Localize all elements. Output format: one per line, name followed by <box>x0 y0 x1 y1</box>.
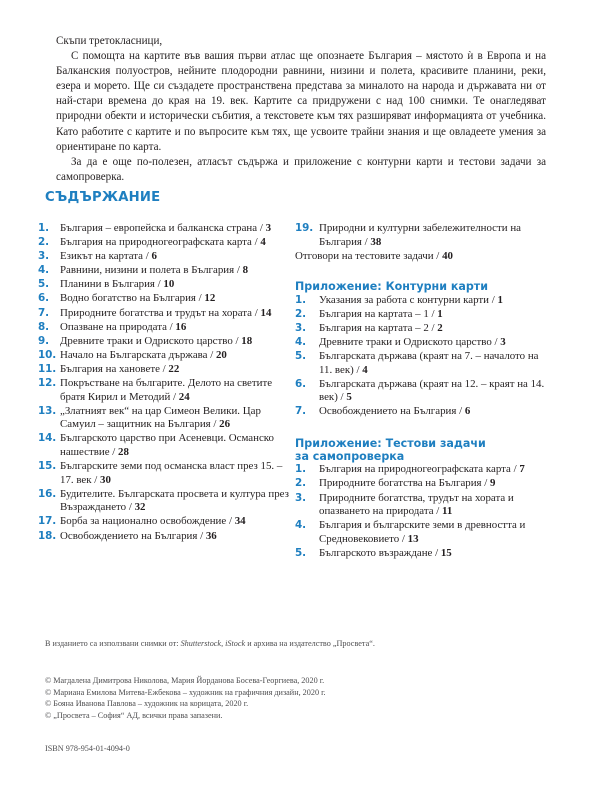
toc-entry-title: Будителите. Българската просвета и култура през Възраждането / <box>60 487 289 514</box>
toc-entry-title: Природните богатства, трудът на хората и опазването на природата / <box>319 491 514 518</box>
toc-entry-title: Българските земи под османска власт през 15. – 17. век / <box>60 460 283 486</box>
toc-entry[interactable] <box>38 236 296 250</box>
appendix-maps-heading: Приложение: Контурни карти <box>295 280 488 294</box>
toc-entry[interactable] <box>295 519 553 546</box>
toc-entry-page: 5 <box>346 391 352 404</box>
toc-entry-page: 30 <box>100 473 111 486</box>
appendix-tests-heading-line2: за самопроверка <box>295 449 405 463</box>
toc-entry-number: 3. <box>295 321 306 334</box>
spacer <box>295 420 553 437</box>
toc-entry-number: 14. <box>38 432 57 445</box>
answers-line <box>295 250 553 264</box>
toc-entry-number: 19. <box>295 222 314 234</box>
photo-credit-separator: , <box>221 639 226 648</box>
toc-entry-number: 2. <box>295 477 306 490</box>
isbn-line: ISBN 978-954-01-4094-0 <box>45 744 130 754</box>
toc-entry-page: 1 <box>497 293 503 306</box>
toc-entry-title: Древните траки и Одриското царство / <box>319 335 501 348</box>
toc-entry-number: 11. <box>38 362 57 375</box>
toc-entry-title: Освобождението на България / <box>60 529 206 542</box>
toc-entry[interactable] <box>38 335 296 349</box>
toc-entry[interactable] <box>38 222 296 236</box>
toc-list-appendix-maps <box>295 294 553 419</box>
toc-entry-number: 5. <box>38 278 49 291</box>
toc-entry[interactable] <box>295 322 553 336</box>
table-of-contents <box>0 222 600 612</box>
appendix-tests-heading-line1: Приложение: Тестови задачи <box>295 436 486 450</box>
photo-credit-source-istock: iStock <box>225 639 246 648</box>
intro-salutation: Скъпи третокласници, <box>56 35 163 47</box>
copyright-line: © „Просвета – София“ АД, всички права запазени. <box>45 710 223 720</box>
toc-entry-number: 2. <box>38 236 49 249</box>
toc-entry-number: 12. <box>38 377 57 390</box>
toc-entry[interactable] <box>38 515 296 529</box>
toc-entry-page: 32 <box>134 501 146 514</box>
toc-entry-title: Древните траки и Одриското царство / <box>60 334 242 347</box>
toc-entry-page: 1 <box>437 307 443 320</box>
toc-entry[interactable] <box>38 307 296 321</box>
toc-entry-number: 5. <box>295 546 306 559</box>
toc-entry-number: 4. <box>38 264 49 277</box>
toc-entry-number: 7. <box>38 306 49 319</box>
intro-paragraph-2: За да е още по-полезен, атласът съдържа и приложение с контурни карти и тестови задачи за самопроверка. <box>56 155 546 183</box>
page-title: СЪДЪРЖАНИЕ <box>45 190 161 205</box>
toc-entry-page: 12 <box>204 292 216 305</box>
toc-entry-number: 1. <box>38 222 49 234</box>
toc-entry-page: 26 <box>219 418 231 431</box>
toc-entry[interactable] <box>295 477 553 491</box>
toc-list-main-continued <box>295 222 553 249</box>
toc-column-right <box>295 222 553 561</box>
toc-entry-page: 38 <box>370 235 382 248</box>
toc-entry-page: 18 <box>241 334 253 347</box>
intro-paragraph-1: С помощта на картите във вашия първи атлас ще опознаете България – мястото ѝ в Европа и на Балканския полуостров, нейните плодородни равнини, низини и полета, красивите планини, реки, езера и морето. Ще си създадете пространствена представа за миналото на народа и държавата ни от най-стари времена до края на 19. век. Картите са придружени с над 100 снимки. Те онагледяват природни обекти и исторически събития, а текстовете към тях разширяват информацията от учебника. Като работите с картите и по въпросите към тях, ще усвоите трайни знания и ще овладеете умения за ориентиране по карта. <box>56 50 546 153</box>
toc-entry-number: 2. <box>295 307 306 320</box>
toc-entry[interactable] <box>38 432 296 459</box>
toc-entry-title: Борба за национално освобождение / <box>60 515 235 528</box>
toc-entry-number: 6. <box>295 377 306 390</box>
toc-entry[interactable] <box>38 530 296 544</box>
toc-entry-page: 36 <box>205 529 217 542</box>
toc-entry-number: 3. <box>38 250 49 263</box>
toc-list-appendix-tests <box>295 463 553 560</box>
copyright-line: © Магдалена Димитрова Николова, Мария Йорданова Босева-Георгиева, 2020 г. <box>45 676 325 685</box>
toc-entry[interactable] <box>295 547 553 561</box>
copyright-line: © Мариана Емилова Митева-Ежбекова – художник на графичния дизайн, 2020 г. <box>45 687 326 697</box>
toc-entry-number: 6. <box>38 292 49 305</box>
toc-entry-page: 13 <box>407 532 419 545</box>
toc-entry-title: България на природногеографската карта / <box>319 463 520 476</box>
toc-entry-title: Природните богатства на България / <box>319 477 491 490</box>
toc-entry-title: Природните богатства и трудът на хората / <box>60 306 261 319</box>
toc-entry-title: България на картата – 2 / <box>319 321 438 334</box>
toc-entry-title: Равнини, низини и полета в България / <box>60 264 243 277</box>
toc-entry-page: 4 <box>260 236 266 249</box>
toc-entry-title: Планини в България / <box>60 278 164 291</box>
photo-credit-suffix: и архива на издателство „Просвета“. <box>245 639 375 648</box>
toc-entry[interactable] <box>295 336 553 350</box>
toc-entry-page: 24 <box>178 390 190 403</box>
toc-entry-number: 7. <box>295 405 306 418</box>
toc-entry-title: България и българските земи в древността и Средновековието / <box>319 519 526 545</box>
toc-entry-title: Езикът на картата / <box>60 250 152 263</box>
toc-entry-page: 4 <box>362 363 368 376</box>
toc-entry-page: 11 <box>442 505 453 518</box>
toc-entry-page: 15 <box>440 546 452 559</box>
toc-entry[interactable] <box>38 377 296 404</box>
toc-entry-page: 10 <box>163 278 175 291</box>
toc-entry-number: 5. <box>295 350 306 363</box>
toc-entry[interactable] <box>295 463 553 477</box>
toc-entry-page: 22 <box>168 362 180 375</box>
photo-credit-prefix: В изданието са използвани снимки от: <box>45 639 181 648</box>
toc-entry-page: 14 <box>260 306 272 319</box>
toc-entry[interactable] <box>295 350 553 377</box>
toc-entry[interactable] <box>38 278 296 292</box>
toc-entry-page: 6 <box>151 250 157 263</box>
toc-entry-title: Българското царство при Асеневци. Османско нашествие / <box>60 432 274 458</box>
toc-entry-number: 17. <box>38 515 57 528</box>
toc-entry-page: 16 <box>175 320 187 333</box>
toc-entry-number: 13. <box>38 404 57 417</box>
toc-entry-number: 1. <box>295 293 306 306</box>
toc-entry-title: Българската държава (краят на 7. – началото на 11. век) / <box>319 350 539 376</box>
copyright-line: © Бояна Иванова Павлова – художник на корицата, 2020 г. <box>45 699 249 709</box>
toc-entry[interactable] <box>38 321 296 335</box>
toc-entry-title: България на природногеографската карта / <box>60 236 261 249</box>
toc-entry-title: Водно богатство на България / <box>60 292 205 305</box>
toc-entry[interactable] <box>38 460 296 487</box>
toc-entry[interactable] <box>295 492 553 519</box>
toc-entry[interactable] <box>295 308 553 322</box>
toc-entry-page: 34 <box>234 515 246 528</box>
toc-entry-number: 10. <box>38 348 57 361</box>
toc-list-main <box>38 222 296 543</box>
copyright-list <box>45 675 565 721</box>
toc-entry[interactable] <box>295 222 553 249</box>
toc-entry-title: Българското възраждане / <box>319 546 441 559</box>
toc-entry-page: 9 <box>490 477 496 490</box>
answers-line-title: Отговори на тестовите задачи / <box>295 249 443 262</box>
toc-entry-title: Освобождението на България / <box>319 405 465 418</box>
toc-entry[interactable] <box>295 294 553 308</box>
toc-entry-page: 28 <box>118 446 129 458</box>
toc-entry-title: Начало на Българската държава / <box>60 348 216 361</box>
toc-entry-number: 8. <box>38 320 49 333</box>
photo-credit-line <box>45 638 565 649</box>
introduction-block <box>56 34 546 185</box>
toc-entry[interactable] <box>295 405 553 419</box>
photo-credit-source-shutterstock: Shutterstock <box>180 639 222 648</box>
toc-entry-number: 3. <box>295 491 306 504</box>
toc-entry[interactable] <box>38 405 296 432</box>
toc-entry-page: 6 <box>464 405 471 418</box>
toc-entry[interactable] <box>295 378 553 405</box>
answers-line-page: 40 <box>442 249 453 262</box>
toc-entry-number: 4. <box>295 335 306 348</box>
toc-entry-page: 2 <box>437 321 443 334</box>
toc-entry-number: 9. <box>38 334 49 347</box>
toc-entry-number: 1. <box>295 463 306 476</box>
toc-entry-page: 3 <box>265 222 272 234</box>
toc-entry[interactable] <box>38 363 296 377</box>
toc-entry-number: 15. <box>38 460 57 473</box>
toc-entry[interactable] <box>38 349 296 363</box>
toc-entry-title: Природни и културни забележителности на България / <box>319 222 521 248</box>
toc-entry-title: Покръстване на българите. Делото на светите братя Кирил и Методий / <box>60 377 273 403</box>
toc-entry[interactable] <box>38 292 296 306</box>
toc-entry[interactable] <box>38 250 296 264</box>
footer-block <box>45 638 565 754</box>
toc-column-left <box>38 222 296 544</box>
spacer <box>295 263 553 280</box>
toc-entry-page: 8 <box>242 264 249 277</box>
toc-entry[interactable] <box>38 488 296 515</box>
toc-entry-title: Опазване на природата / <box>60 320 176 333</box>
toc-entry-page: 20 <box>215 348 227 361</box>
toc-entry-title: Указания за работа с контурни карти / <box>319 293 498 306</box>
toc-entry-title: България на хановете / <box>60 362 169 375</box>
toc-entry-number: 16. <box>38 487 57 500</box>
toc-entry-title: „Златният век“ на цар Симеон Велики. Цар Самуил – защитник на България / <box>60 404 261 431</box>
toc-entry[interactable] <box>38 264 296 278</box>
toc-entry-title: Българската държава (краят на 12. – краят на 14. век) / <box>319 377 545 404</box>
toc-entry-title: България – европейска и балканска страна / <box>60 222 266 234</box>
toc-entry-page: 3 <box>500 335 506 348</box>
toc-entry-page: 7 <box>519 463 525 476</box>
toc-entry-title: България на картата – 1 / <box>319 307 438 320</box>
toc-entry-number: 18. <box>38 529 57 542</box>
toc-entry-number: 4. <box>295 519 306 532</box>
